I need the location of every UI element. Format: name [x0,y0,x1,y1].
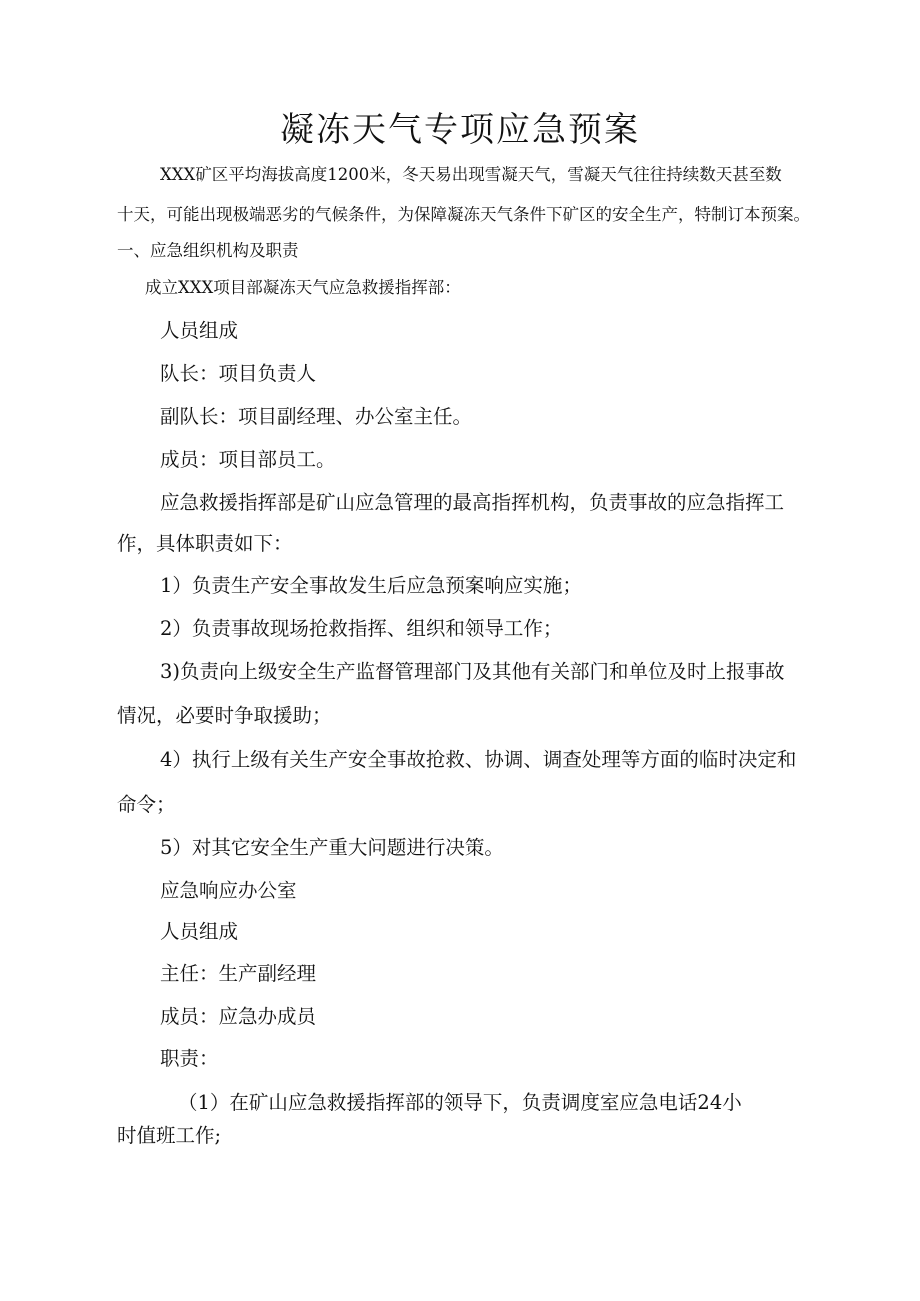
paragraph-line: 成立XXX项目部凝冻天气应急救援指挥部： [145,278,461,297]
intro-line-1: XXX矿区平均海拔高度1200米，冬天易出现雪凝天气，雪凝天气往往持续数天甚至数 [160,165,782,184]
paragraph-line: 作，具体职责如下： [117,532,293,555]
paragraph-line: 副队长：项目副经理、办公室主任。 [160,405,473,428]
paragraph-line: 1）负责生产安全事故发生后应急预案响应实施； [160,574,582,597]
paragraph-line: （1）在矿山应急救援指挥部的领导下，负责调度室应急电话24小 [178,1091,742,1114]
paragraph-line: 应急救援指挥部是矿山应急管理的最高指挥机构，负责事故的应急指挥工 [160,491,785,514]
section-heading: 一、应急组织机构及职责 [117,241,299,260]
intro-line-2: 十天，可能出现极端恶劣的气候条件，为保障凝冻天气条件下矿区的安全生产，特制订本预案。 [117,205,810,224]
paragraph-line: 人员组成 [160,920,239,943]
paragraph-line: 5）对其它安全生产重大问题进行决策。 [160,836,504,859]
paragraph-line: 命令； [117,793,176,816]
paragraph-line: 主任：生产副经理 [160,962,317,985]
paragraph-line: 2）负责事故现场抢救指挥、组织和领导工作； [160,617,563,640]
paragraph-line: 应急响应办公室 [160,879,297,902]
paragraph-line: 成员：项目部员工。 [160,448,336,471]
paragraph-line: 情况，必要时争取援助； [117,704,332,727]
document-title: 凝冻天气专项应急预案 [280,110,640,150]
paragraph-line: 3)负责向上级安全生产监督管理部门及其他有关部门和单位及时上报事故 [160,660,785,683]
paragraph-line: 队长：项目负责人 [160,362,317,385]
paragraph-line: 时值班工作; [117,1124,222,1147]
paragraph-line: 职责： [160,1047,219,1070]
paragraph-line: 人员组成 [160,319,239,342]
paragraph-line: 4）执行上级有关生产安全事故抢救、协调、调查处理等方面的临时决定和 [160,748,797,771]
paragraph-line: 成员：应急办成员 [160,1005,317,1028]
